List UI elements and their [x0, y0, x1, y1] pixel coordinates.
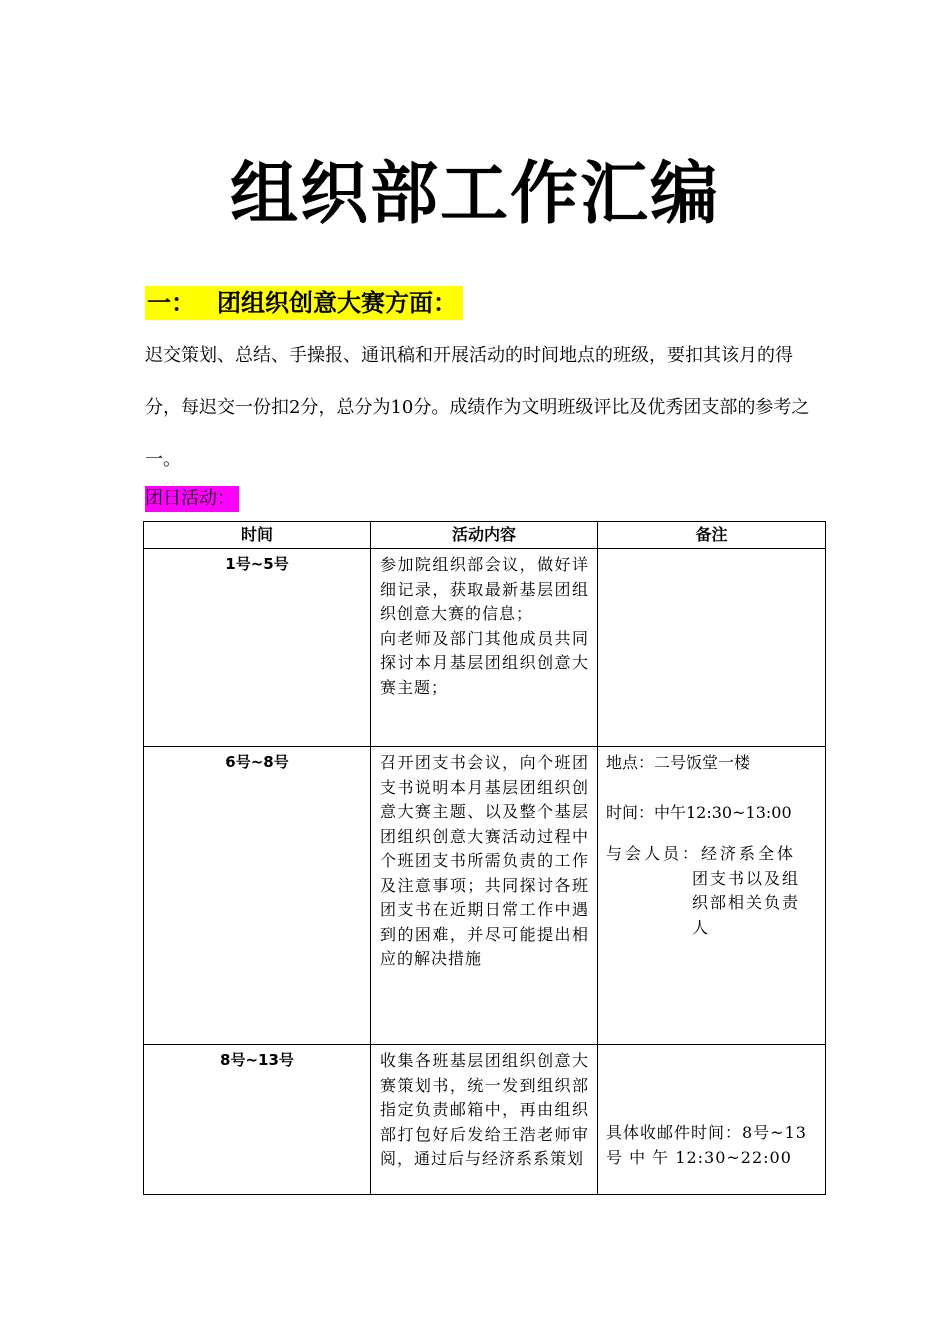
content-cell	[371, 549, 598, 747]
note-mail-time: 具体收邮件时间：8号~13 号 中 午 12:30~22:00	[606, 1123, 807, 1167]
table-row	[144, 747, 826, 1045]
section-paragraph: 迟交策划、总结、手操报、通讯稿和开展活动的时间地点的班级，要扣其该月的得分，每迟交一份扣2分，总分为10分。成绩作为文明班级评比及优秀团支部的参考之一。	[145, 345, 810, 470]
content-line: 向老师及部门其他成员共同探讨本月基层团组织创意大赛主题；	[380, 628, 589, 697]
table-row	[144, 1045, 826, 1195]
header-time: 时间	[144, 522, 371, 549]
content-line: 参加院组织部会议，做好详细记录，获取最新基层团组织创意大赛的信息；	[380, 555, 589, 623]
table-row	[144, 549, 826, 747]
note-cell	[598, 747, 826, 1045]
time-cell: 1号~5号	[144, 549, 371, 747]
note-time: 时间：中午12:30~13:00	[606, 802, 792, 822]
content-cell	[371, 1045, 598, 1195]
content-line: 召开团支书会议，向个班团支书说明本月基层团组织创意大赛主题、以及整个基层团组织创意大赛活动过程中个班团支书所需负责的工作及注意事项；共同探讨各班团支书在近期日常工作中遇到的困难，并尽可能提出相应的解决措施	[380, 753, 589, 968]
content-line: 收集各班基层团组织创意大赛策划书，统一发到组织部指定负责邮箱中，再由组织部打包好后发给王浩老师审阅，通过后与经济系系策划	[380, 1051, 589, 1168]
time-cell: 6号~8号	[144, 747, 371, 1045]
section-heading-text: 团组织创意大赛方面：	[217, 289, 457, 317]
page-title: 组织部工作汇编	[229, 155, 720, 234]
time-cell: 8号~13号	[144, 1045, 371, 1195]
section-heading	[145, 286, 463, 320]
sub-heading: 团日活动：	[145, 486, 239, 512]
note-cell	[598, 1045, 826, 1195]
schedule-table	[143, 521, 826, 1195]
note-cell	[598, 549, 826, 747]
content-cell	[371, 747, 598, 1045]
section-number: 一：	[147, 289, 195, 317]
table-header-row	[144, 522, 826, 549]
header-note: 备注	[598, 522, 826, 549]
note-attendees: 与会人员：经济系全体	[606, 844, 797, 863]
note-attendees-detail: 团支书以及组织部相关负责人	[692, 868, 801, 937]
header-content: 活动内容	[371, 522, 598, 549]
note-location: 地点：二号饭堂一楼	[606, 753, 751, 772]
